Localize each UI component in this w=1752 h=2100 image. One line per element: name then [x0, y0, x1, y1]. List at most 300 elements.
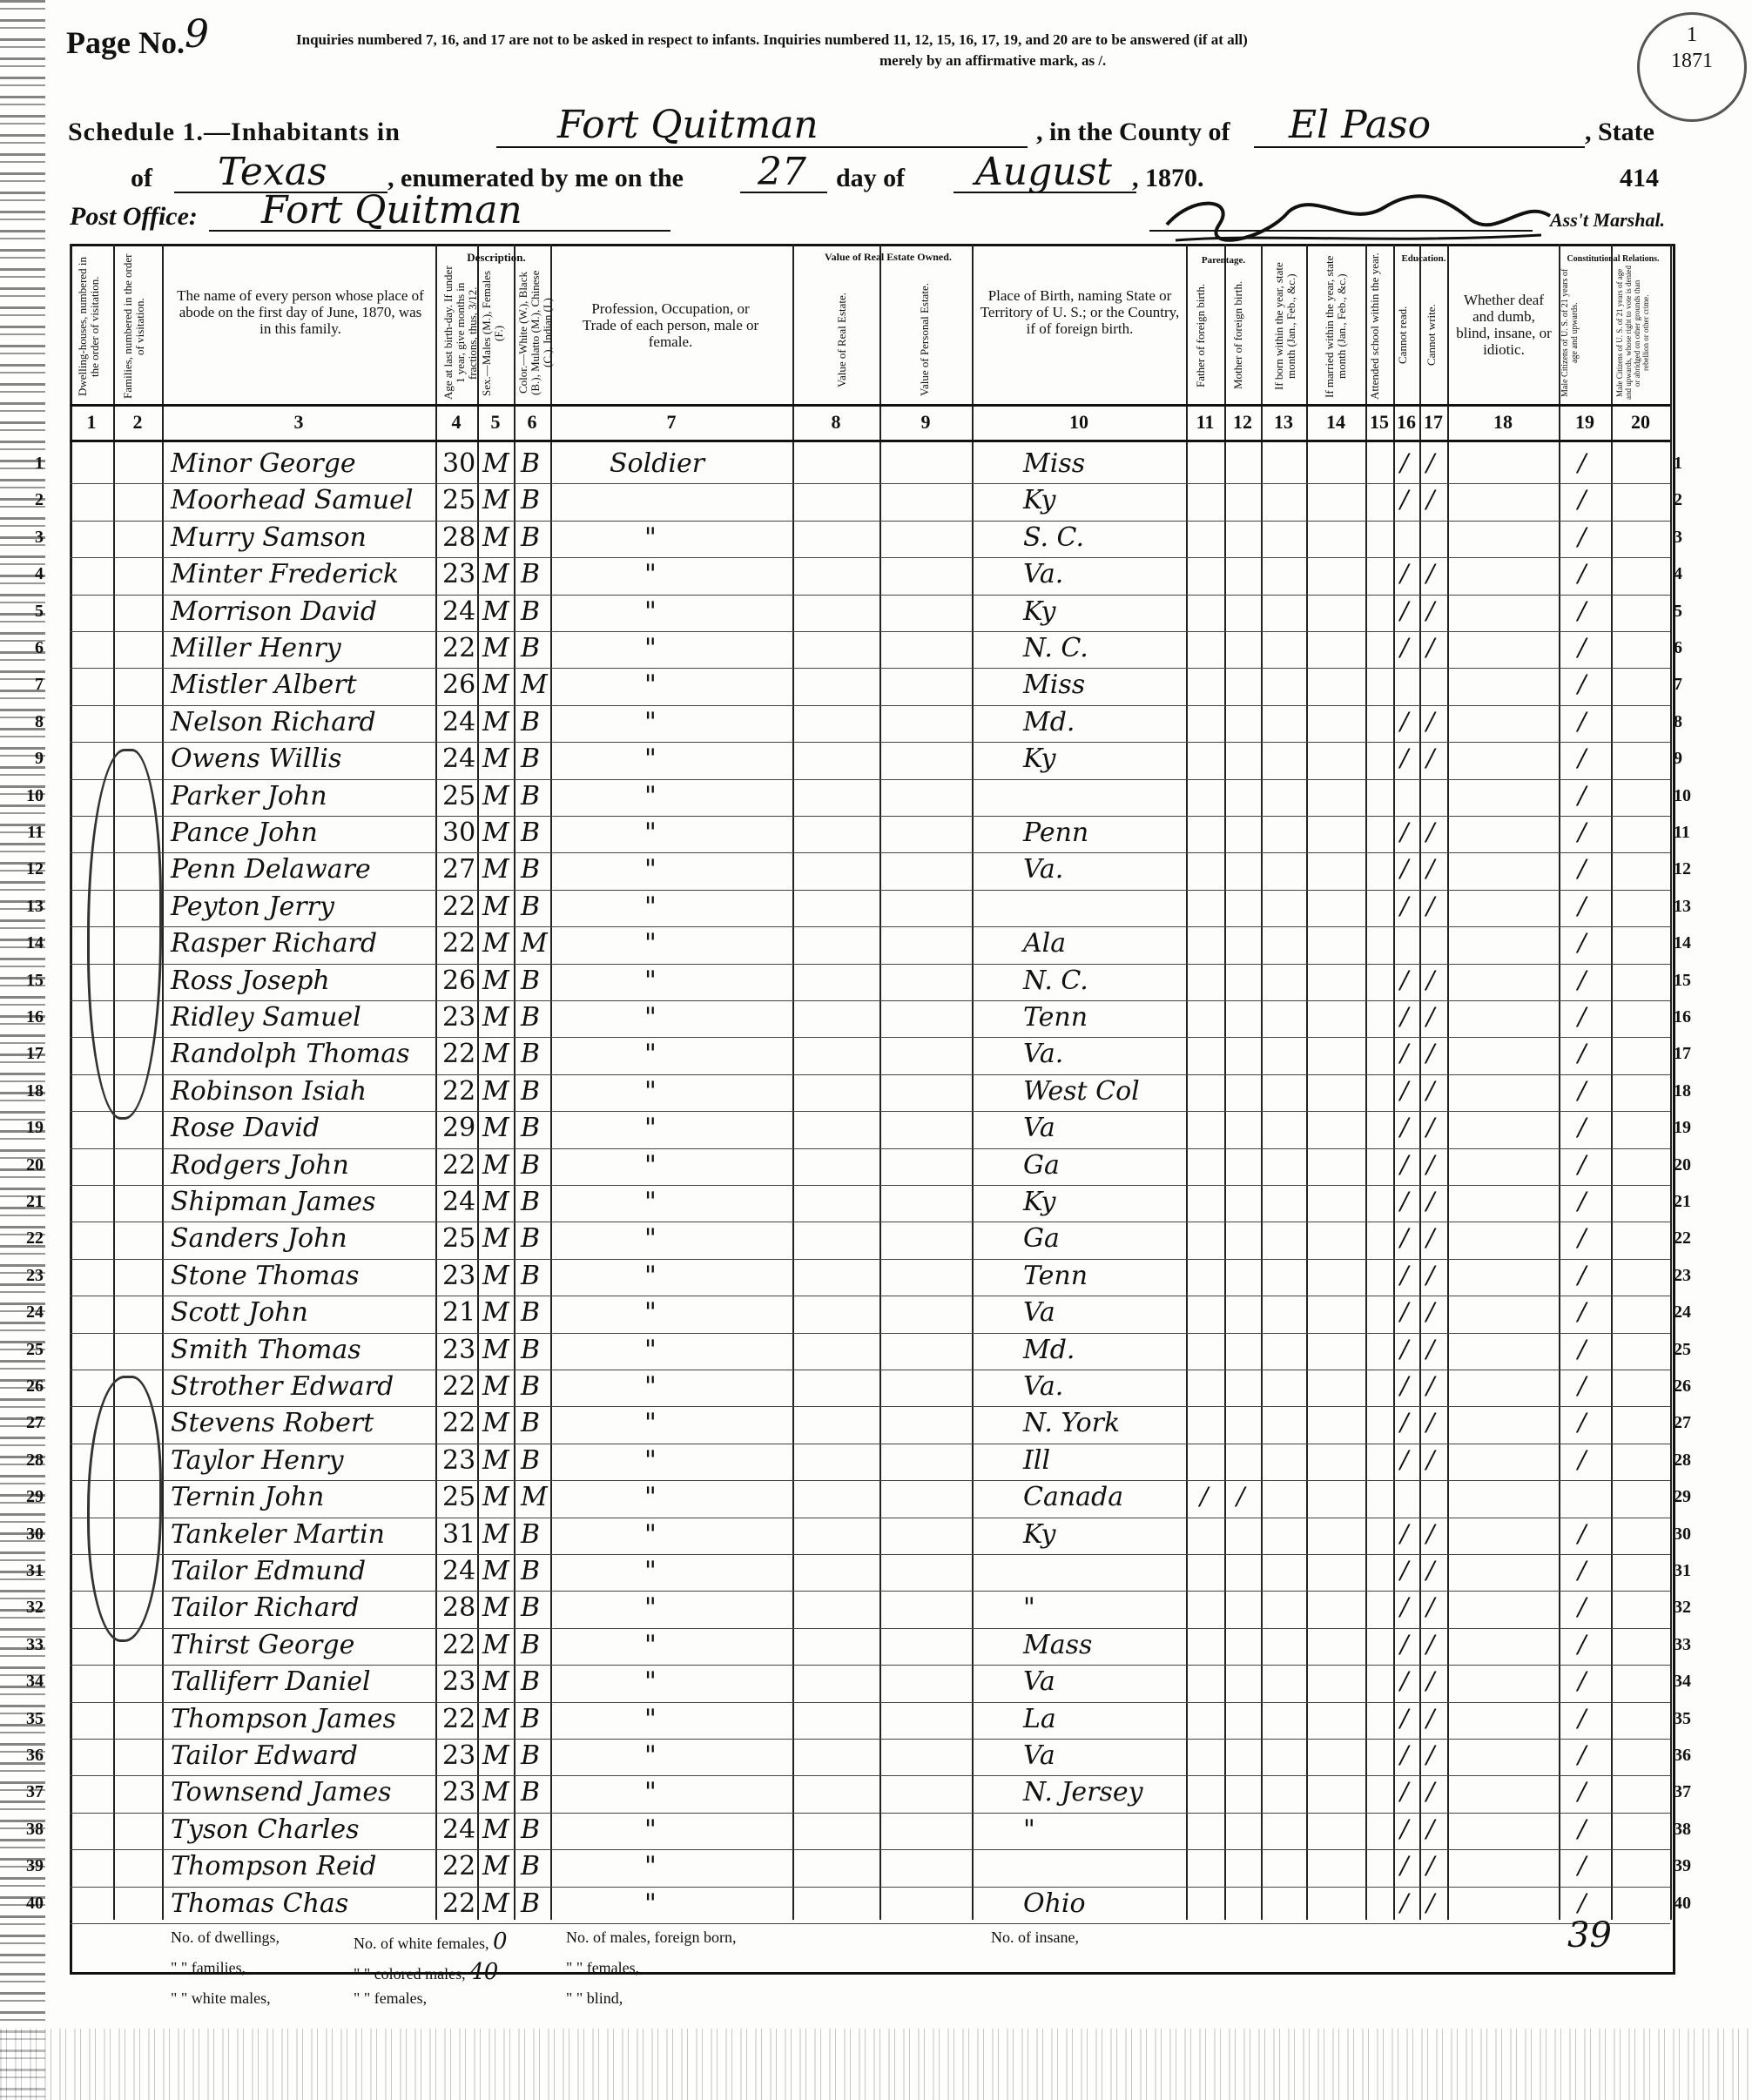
- col-header-father-foreign: Father of foreign birth.: [1194, 283, 1207, 387]
- col-header-real-estate: Value of Real Estate.: [835, 292, 848, 387]
- person-color: B: [521, 1888, 541, 1919]
- person-color: B: [521, 1851, 541, 1882]
- mark-cannot-read: /: [1400, 1740, 1409, 1769]
- row-number-left: 8: [35, 711, 44, 731]
- mark-male-citizen: /: [1578, 1629, 1587, 1659]
- mark-cannot-write: /: [1426, 559, 1435, 589]
- mark-male-citizen: /: [1578, 1039, 1587, 1068]
- post-office-underline: [209, 230, 670, 232]
- person-occupation: ": [644, 1629, 657, 1660]
- mark-cannot-write: /: [1426, 1777, 1435, 1807]
- mark-cannot-read: /: [1400, 633, 1409, 662]
- person-age: 23: [442, 559, 476, 590]
- row-number-left: 14: [26, 933, 44, 953]
- row-rule: [70, 1665, 1670, 1666]
- mark-cannot-write: /: [1426, 1002, 1435, 1031]
- row-number-right: 35: [1674, 1708, 1691, 1728]
- mark-male-citizen: /: [1578, 1777, 1587, 1807]
- person-color: B: [521, 706, 541, 737]
- mark-cannot-write: /: [1426, 1814, 1435, 1843]
- person-birthplace: ": [1023, 1592, 1035, 1624]
- row-rule: [70, 1000, 1670, 1001]
- row-number-right: 3: [1674, 527, 1682, 547]
- mark-male-citizen: /: [1578, 1814, 1587, 1843]
- person-sex: M: [482, 1187, 509, 1217]
- col-header-cannot-write: Cannot write.: [1425, 304, 1438, 367]
- row-number-right: 11: [1674, 823, 1690, 842]
- person-name: Stone Thomas: [171, 1260, 360, 1291]
- person-birthplace: Ky: [1023, 1518, 1056, 1550]
- person-sex: M: [482, 1518, 509, 1550]
- mark-cannot-read: /: [1400, 1260, 1409, 1289]
- mark-cannot-write: /: [1426, 1888, 1435, 1917]
- mark-cannot-read: /: [1400, 1297, 1409, 1327]
- row-number-left: 37: [26, 1782, 44, 1802]
- row-number-right: 10: [1674, 785, 1691, 805]
- person-name: Rasper Richard: [171, 928, 378, 959]
- mark-cannot-write: /: [1426, 818, 1435, 846]
- footer-total-citizens: 39: [1567, 1915, 1612, 1955]
- person-color: B: [521, 965, 541, 996]
- person-sex: M: [482, 596, 509, 627]
- column-rule: [972, 244, 974, 1920]
- row-number-right: 24: [1674, 1302, 1691, 1323]
- mark-cannot-read: /: [1400, 1518, 1409, 1548]
- row-number-left: 38: [26, 1819, 44, 1839]
- person-birthplace: Va.: [1023, 1371, 1064, 1402]
- person-age: 28: [442, 522, 476, 553]
- person-age: 22: [442, 1149, 476, 1181]
- row-number-left: 20: [26, 1154, 44, 1175]
- person-occupation: ": [644, 1482, 657, 1513]
- person-color: B: [521, 448, 541, 479]
- person-color: B: [521, 1740, 541, 1771]
- mark-cannot-read: /: [1400, 965, 1409, 994]
- row-rule: [70, 852, 1670, 853]
- person-age: 23: [442, 1666, 476, 1698]
- column-number: 17: [1424, 411, 1443, 433]
- mark-cannot-write: /: [1426, 744, 1435, 773]
- person-name: Minor George: [171, 448, 356, 479]
- mark-cannot-read: /: [1400, 1777, 1409, 1807]
- person-occupation: ": [644, 1002, 657, 1033]
- person-color: B: [521, 818, 541, 848]
- mark-cannot-read: /: [1400, 1666, 1409, 1696]
- footer-insane: No. of insane,: [991, 1928, 1079, 1946]
- mark-cannot-read: /: [1400, 1556, 1409, 1585]
- mark-male-citizen: /: [1578, 1075, 1587, 1105]
- row-number-right: 36: [1674, 1746, 1691, 1765]
- person-name: Peyton Jerry: [171, 891, 334, 922]
- marshal-label: Ass't Marshal.: [1550, 209, 1666, 231]
- column-rule: [1419, 244, 1421, 1920]
- person-sex: M: [482, 670, 509, 701]
- person-occupation: ": [644, 1260, 657, 1291]
- mark-cannot-write: /: [1426, 1629, 1435, 1659]
- person-sex: M: [482, 706, 509, 737]
- row-number-left: 22: [26, 1228, 44, 1249]
- row-number-right: 31: [1674, 1561, 1691, 1580]
- person-name: Tankeler Martin: [171, 1518, 385, 1550]
- person-birthplace: West Col: [1023, 1075, 1140, 1107]
- row-number-left: 13: [26, 896, 44, 916]
- person-occupation: ": [644, 1851, 657, 1882]
- month-underline: [953, 192, 1136, 193]
- mark-cannot-read: /: [1400, 1814, 1409, 1843]
- row-number-right: 7: [1674, 675, 1682, 695]
- person-birthplace: S. C.: [1023, 522, 1084, 553]
- person-sex: M: [482, 1223, 509, 1255]
- mark-cannot-read: /: [1400, 1592, 1409, 1622]
- mark-male-citizen: /: [1578, 1666, 1587, 1696]
- mark-male-citizen: /: [1578, 559, 1587, 589]
- person-age: 22: [442, 1408, 476, 1439]
- mark-cannot-write: /: [1426, 1703, 1435, 1733]
- person-color: B: [521, 1297, 541, 1329]
- mark-male-citizen: /: [1578, 1888, 1587, 1917]
- mark-father-foreign: /: [1200, 1482, 1209, 1511]
- person-color: B: [521, 854, 541, 885]
- person-age: 22: [442, 1371, 476, 1402]
- column-number: 15: [1370, 411, 1389, 433]
- mark-cannot-write: /: [1426, 633, 1435, 662]
- row-number-right: 4: [1674, 564, 1682, 584]
- mark-cannot-write: /: [1426, 1039, 1435, 1068]
- person-sex: M: [482, 1740, 509, 1771]
- mark-cannot-read: /: [1400, 559, 1409, 589]
- col-header-birthplace: Place of Birth, naming State or Territory of U. S.; or the Country, if of foreign birth.: [980, 287, 1180, 337]
- day-of-label: day of: [836, 164, 906, 192]
- person-sex: M: [482, 1002, 509, 1033]
- column-number: 11: [1196, 411, 1215, 433]
- person-name: Randolph Thomas: [171, 1039, 410, 1070]
- mark-cannot-read: /: [1400, 1371, 1409, 1400]
- mark-cannot-write: /: [1426, 1592, 1435, 1622]
- person-occupation: ": [644, 891, 657, 922]
- row-number-right: 27: [1674, 1413, 1691, 1433]
- person-name: Tailor Richard: [171, 1592, 360, 1624]
- row-number-left: 26: [26, 1376, 44, 1396]
- person-birthplace: Ky: [1023, 596, 1056, 627]
- mark-male-citizen: /: [1578, 1334, 1587, 1363]
- row-number-left: 21: [26, 1192, 44, 1211]
- person-name: Rodgers John: [171, 1149, 349, 1181]
- mark-cannot-write: /: [1426, 448, 1435, 477]
- row-number-right: 2: [1674, 490, 1682, 510]
- row-rule: [70, 1111, 1670, 1112]
- row-rule: [70, 816, 1670, 817]
- person-occupation: ": [644, 1223, 657, 1255]
- person-sex: M: [482, 1371, 509, 1402]
- person-sex: M: [482, 1556, 509, 1586]
- column-rule: [435, 244, 437, 1920]
- person-color: B: [521, 596, 541, 627]
- person-sex: M: [482, 1113, 509, 1144]
- row-rule: [70, 557, 1670, 558]
- col-header-color: Color.—White (W.), Black (B.), Mulatto (M.), Chinese (C.), Indian (I.): [516, 270, 554, 396]
- row-number-right: 34: [1674, 1672, 1691, 1692]
- person-age: 24: [442, 1187, 476, 1217]
- column-rule: [1186, 244, 1188, 1920]
- mark-male-citizen: /: [1578, 1371, 1587, 1400]
- col-header-parentage: Parentage.: [1201, 255, 1246, 266]
- person-sex: M: [482, 780, 509, 811]
- person-occupation: ": [644, 818, 657, 848]
- person-occupation: ": [644, 1556, 657, 1586]
- person-sex: M: [482, 1851, 509, 1882]
- person-color: B: [521, 1777, 541, 1808]
- column-rule: [1365, 244, 1367, 1920]
- person-sex: M: [482, 1888, 509, 1919]
- person-age: 22: [442, 1851, 476, 1882]
- person-color: M: [521, 1482, 548, 1513]
- page-no-label: Page No.: [66, 25, 185, 60]
- person-occupation: ": [644, 1888, 657, 1919]
- column-rule: [162, 244, 164, 1920]
- col-header-school: Attended school within the year.: [1368, 252, 1381, 400]
- person-name: Stevens Robert: [171, 1408, 374, 1439]
- person-age: 30: [442, 818, 476, 848]
- person-occupation: ": [644, 744, 657, 775]
- row-rule: [70, 1591, 1670, 1592]
- person-birthplace: N. C.: [1023, 633, 1088, 663]
- row-number-left: 35: [26, 1708, 44, 1728]
- person-sex: M: [482, 1629, 509, 1660]
- person-age: 26: [442, 965, 476, 996]
- mark-cannot-write: /: [1426, 1556, 1435, 1585]
- row-number-right: 8: [1674, 711, 1682, 731]
- person-age: 21: [442, 1297, 476, 1329]
- person-color: B: [521, 1002, 541, 1033]
- person-color: B: [521, 1592, 541, 1624]
- person-color: B: [521, 1814, 541, 1845]
- person-name: Mistler Albert: [171, 670, 357, 701]
- row-number-left: 2: [35, 490, 44, 510]
- person-birthplace: Va: [1023, 1297, 1055, 1329]
- person-age: 23: [442, 1777, 476, 1808]
- person-birthplace: Ga: [1023, 1223, 1060, 1255]
- mark-male-citizen: /: [1578, 1518, 1587, 1548]
- person-name: Pance John: [171, 818, 318, 848]
- column-rule: [1261, 244, 1263, 1920]
- margin-bracket-lower: [87, 1376, 162, 1642]
- mark-cannot-write: /: [1426, 1371, 1435, 1400]
- person-color: B: [521, 744, 541, 775]
- row-number-right: 23: [1674, 1265, 1691, 1285]
- day-value: 27: [758, 150, 806, 194]
- column-rule: [70, 244, 71, 1920]
- person-age: 22: [442, 1075, 476, 1107]
- person-sex: M: [482, 1039, 509, 1070]
- row-number-left: 23: [26, 1265, 44, 1285]
- person-age: 24: [442, 706, 476, 737]
- person-name: Taylor Henry: [171, 1444, 344, 1476]
- footer-colored-males: " " colored males, 40: [354, 1959, 499, 1985]
- mark-male-citizen: /: [1578, 485, 1587, 515]
- row-rule: [70, 631, 1670, 632]
- person-name: Rose David: [171, 1113, 320, 1144]
- person-occupation: ": [644, 1814, 657, 1845]
- person-sex: M: [482, 928, 509, 959]
- person-color: B: [521, 1518, 541, 1550]
- mark-cannot-write: /: [1426, 1113, 1435, 1142]
- row-number-right: 12: [1674, 859, 1691, 879]
- col-header-cannot-read: Cannot read.: [1396, 306, 1409, 365]
- row-number-right: 25: [1674, 1339, 1691, 1359]
- row-number-left: 11: [27, 823, 44, 842]
- margin-bracket-upper: [87, 749, 162, 1120]
- person-color: B: [521, 522, 541, 553]
- year-label: , 1870.: [1132, 164, 1204, 192]
- person-age: 25: [442, 1223, 476, 1255]
- column-number: 14: [1326, 411, 1345, 433]
- person-sex: M: [482, 1444, 509, 1476]
- person-name: Talliferr Daniel: [171, 1666, 371, 1698]
- day-underline: [740, 192, 827, 193]
- row-number-left: 4: [35, 564, 44, 584]
- person-birthplace: N. Jersey: [1023, 1777, 1143, 1808]
- footer-dwellings: No. of dwellings,: [171, 1928, 280, 1946]
- mark-cannot-read: /: [1400, 1149, 1409, 1179]
- person-name: Shipman James: [171, 1187, 376, 1217]
- column-number: 8: [831, 411, 841, 433]
- mark-cannot-write: /: [1426, 854, 1435, 884]
- person-birthplace: Va.: [1023, 1039, 1064, 1070]
- person-birthplace: Miss: [1023, 670, 1086, 701]
- person-name: Ridley Samuel: [171, 1002, 361, 1033]
- mark-cannot-write: /: [1426, 1075, 1435, 1105]
- person-occupation: ": [644, 1408, 657, 1439]
- row-number-right: 22: [1674, 1228, 1691, 1249]
- row-number-right: 19: [1674, 1118, 1691, 1138]
- person-age: 24: [442, 1814, 476, 1845]
- mark-male-citizen: /: [1578, 1149, 1587, 1179]
- col-header-families: Families, numbered in the order of visitation.: [121, 253, 146, 400]
- person-color: B: [521, 1223, 541, 1255]
- row-number-left: 9: [35, 749, 44, 769]
- row-rule: [70, 668, 1670, 669]
- column-rule: [1393, 244, 1395, 1920]
- person-birthplace: Ill: [1023, 1444, 1051, 1476]
- person-name: Minter Frederick: [171, 559, 400, 590]
- row-number-right: 28: [1674, 1450, 1691, 1470]
- person-occupation: ": [644, 596, 657, 627]
- mark-cannot-write: /: [1426, 1666, 1435, 1696]
- page-no-value: 9: [185, 12, 209, 57]
- person-color: B: [521, 1187, 541, 1217]
- person-age: 25: [442, 485, 476, 516]
- column-rule: [1447, 244, 1449, 1920]
- person-sex: M: [482, 965, 509, 996]
- row-number-left: 10: [26, 785, 44, 805]
- county-value: El Paso: [1289, 103, 1432, 147]
- county-label: , in the County of: [1036, 118, 1230, 146]
- mark-male-citizen: /: [1578, 1113, 1587, 1142]
- col-header-born-year: If born within the year, state month (Jan., Feb., &c.): [1272, 262, 1297, 391]
- person-sex: M: [482, 1297, 509, 1329]
- person-name: Tyson Charles: [171, 1814, 360, 1845]
- row-number-right: 9: [1674, 749, 1682, 769]
- mark-male-citizen: /: [1578, 1002, 1587, 1031]
- person-age: 22: [442, 928, 476, 959]
- row-number-right: 20: [1674, 1154, 1691, 1175]
- person-occupation: ": [644, 780, 657, 811]
- row-number-left: 30: [26, 1524, 44, 1544]
- row-number-left: 28: [26, 1450, 44, 1470]
- place-value: Fort Quitman: [557, 103, 819, 147]
- person-name: Owens Willis: [171, 744, 342, 775]
- person-name: Murry Samson: [171, 522, 367, 553]
- mark-cannot-read: /: [1400, 1075, 1409, 1105]
- row-number-left: 34: [26, 1672, 44, 1692]
- person-birthplace: Va: [1023, 1740, 1055, 1771]
- row-rule: [70, 1037, 1670, 1038]
- person-occupation: ": [644, 706, 657, 737]
- person-occupation: ": [644, 633, 657, 663]
- person-age: 23: [442, 1334, 476, 1365]
- mark-cannot-write: /: [1426, 965, 1435, 994]
- person-occupation: ": [644, 1039, 657, 1070]
- person-age: 22: [442, 1888, 476, 1919]
- person-name: Miller Henry: [171, 633, 341, 663]
- person-name: Ternin John: [171, 1482, 325, 1513]
- mark-cannot-read: /: [1400, 1703, 1409, 1733]
- enumerated-label: , enumerated by me on the: [387, 164, 684, 192]
- column-number: 6: [527, 411, 537, 433]
- mark-cannot-read: /: [1400, 706, 1409, 736]
- person-age: 23: [442, 1002, 476, 1033]
- mark-male-citizen: /: [1578, 780, 1587, 810]
- mark-male-citizen: /: [1578, 891, 1587, 920]
- person-birthplace: ": [1023, 1814, 1035, 1845]
- row-number-left: 40: [26, 1893, 44, 1913]
- mark-cannot-read: /: [1400, 1444, 1409, 1474]
- person-occupation: ": [644, 1777, 657, 1808]
- person-occupation: ": [644, 854, 657, 885]
- row-number-left: 12: [26, 859, 44, 879]
- person-age: 22: [442, 633, 476, 663]
- person-age: 24: [442, 596, 476, 627]
- person-occupation: ": [644, 559, 657, 590]
- mark-male-citizen: /: [1578, 1223, 1587, 1253]
- person-color: B: [521, 1444, 541, 1476]
- person-color: B: [521, 485, 541, 516]
- col-header-constitutional: Constitutional Relations.: [1567, 254, 1660, 264]
- column-number: 9: [920, 411, 931, 433]
- person-color: B: [521, 1149, 541, 1181]
- post-office-value: Fort Quitman: [261, 188, 522, 232]
- mark-male-citizen: /: [1578, 670, 1587, 699]
- row-rule: [70, 1923, 1670, 1924]
- mark-cannot-write: /: [1426, 706, 1435, 736]
- mark-cannot-read: /: [1400, 596, 1409, 625]
- person-age: 26: [442, 670, 476, 701]
- person-color: B: [521, 1260, 541, 1291]
- mark-cannot-write: /: [1426, 1223, 1435, 1253]
- person-color: B: [521, 1556, 541, 1586]
- mark-male-citizen: /: [1578, 522, 1587, 551]
- person-sex: M: [482, 818, 509, 848]
- column-rule: [1670, 244, 1672, 1920]
- row-number-right: 33: [1674, 1634, 1691, 1654]
- row-rule: [70, 483, 1670, 484]
- row-number-left: 29: [26, 1487, 44, 1507]
- row-number-left: 7: [35, 675, 44, 695]
- person-birthplace: Mass: [1023, 1629, 1093, 1660]
- row-rule: [70, 1849, 1670, 1850]
- row-rule: [70, 1739, 1670, 1740]
- person-color: B: [521, 633, 541, 663]
